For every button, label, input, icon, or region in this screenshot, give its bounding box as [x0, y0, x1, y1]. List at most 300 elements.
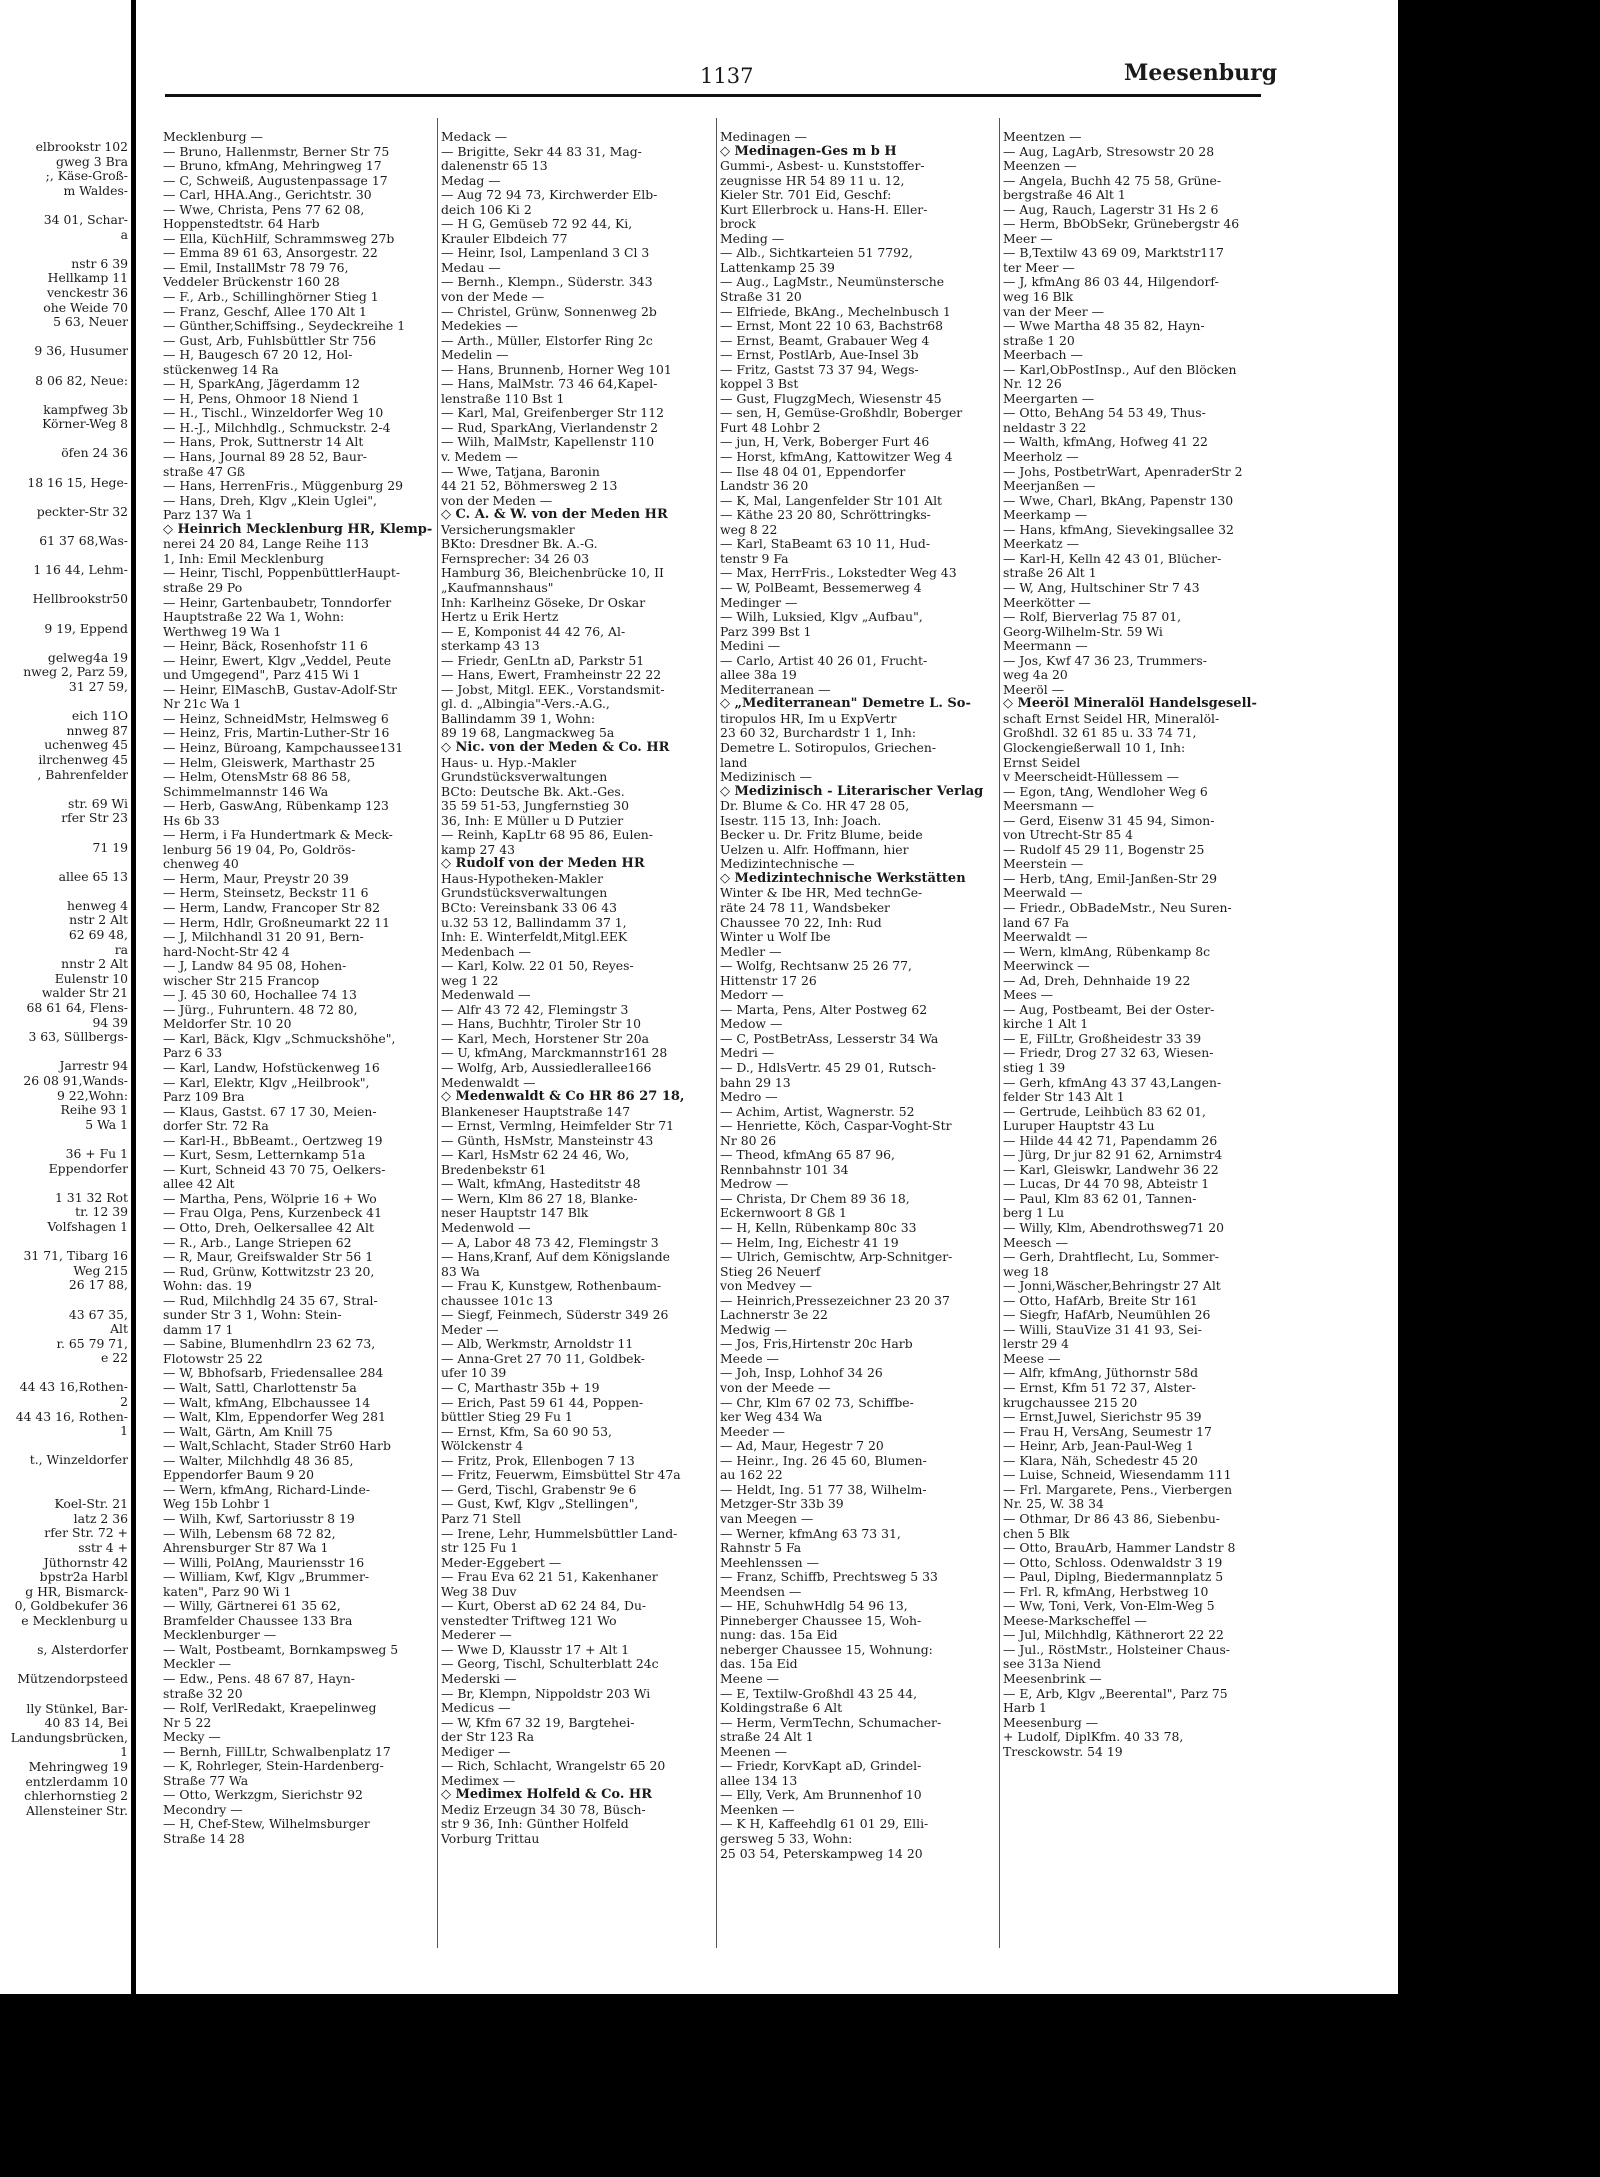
directory-entry-line: Ernst Seidel [1003, 755, 1081, 770]
directory-entry-line: Parz 137 Wa 1 [163, 508, 254, 523]
scan-black-margin-right [1398, 0, 1600, 2177]
directory-entry-line: Hamburg 36, Bleichenbrücke 10, II [441, 566, 664, 581]
directory-entry-line: — F., Arb., Schillinghörner Stieg 1 [163, 290, 379, 305]
directory-entry-line: „Kaufmannshaus" [441, 580, 554, 595]
previous-page-fragment-line: ohe Weide 70 [43, 300, 128, 315]
directory-entry-line: straße 47 Gß [163, 464, 246, 479]
directory-entry-line: — Henriette, Köch, Caspar-Voght-Str [720, 1119, 952, 1134]
directory-entry-line: — E, Textilw-Großhdl 43 25 44, [720, 1686, 918, 1701]
directory-entry-line: — Otto, Dreh, Oelkersallee 42 Alt [163, 1221, 374, 1236]
previous-page-fragment-line: 1 16 44, Lehm- [33, 563, 128, 578]
surname-heading: Meendsen — [720, 1584, 802, 1599]
directory-entry-line: lenstraße 110 Bst 1 [441, 391, 565, 406]
directory-entry-line: Blankeneser Hauptstraße 147 [441, 1104, 631, 1119]
directory-entry-line: — Theod, kfmAng 65 87 96, [720, 1148, 895, 1163]
directory-entry-line: — Aug, Postbeamt, Bei der Oster- [1003, 1002, 1215, 1017]
surname-heading: Meene — [720, 1671, 779, 1686]
scan-black-margin-bottom [0, 1994, 1600, 2177]
directory-entry-line: Uelzen u. Alfr. Hoffmann, hier [720, 842, 909, 857]
directory-entry-line: — Walth, kfmAng, Hofweg 41 22 [1003, 435, 1208, 450]
directory-entry-line: Becker u. Dr. Fritz Blume, beide [720, 828, 923, 843]
surname-heading: Medizinisch — [720, 770, 812, 785]
previous-page-fragment-line: rfer Str 23 [61, 811, 128, 826]
directory-entry-line: — Bruno, kfmAng, Mehringweg 17 [163, 159, 382, 174]
directory-entry-line: — Gust, FlugzgMech, Wiesenstr 45 [720, 391, 942, 406]
directory-entry-line: — Siegfr, HafArb, Neumühlen 26 [1003, 1308, 1211, 1323]
directory-entry-line: — Herm, BbObSekr, Grünebergstr 46 [1003, 217, 1240, 232]
directory-entry-line: — Carlo, Artist 40 26 01, Frucht- [720, 653, 928, 668]
surname-heading: Meerbach — [1003, 348, 1083, 363]
previous-page-fragment-line: tr. 12 39 [75, 1205, 128, 1220]
previous-page-fragment-line: 1 [120, 1745, 128, 1760]
previous-page-fragment-line [0, 1468, 128, 1483]
directory-entry-line: — Wwe, Christa, Pens 77 62 08, [163, 202, 365, 217]
directory-entry-line: — Herm, Steinsetz, Beckstr 11 6 [163, 886, 369, 901]
previous-page-fragment-line: Landungsbrücken, [10, 1730, 128, 1745]
directory-entry-line: — Kurt, Schneid 43 70 75, Oelkers- [163, 1162, 386, 1177]
column-divider [716, 118, 717, 1948]
previous-page-fragment-line [0, 884, 128, 899]
previous-page-fragment-line [0, 782, 128, 797]
previous-page-fragment-line: uchenweg 45 [44, 738, 128, 753]
directory-entry-line: — Emma 89 61 63, Ansorgestr. 22 [163, 246, 378, 261]
directory-entry-line: — Herm, VermTechn, Schumacher- [720, 1715, 942, 1730]
directory-entry-line: — Heinr, Tischl, PoppenbüttlerHaupt- [163, 566, 401, 581]
surname-heading: Meerholz — [1003, 450, 1079, 465]
directory-entry-line: ◇ „Mediterranean" Demetre L. So- [720, 697, 971, 712]
directory-entry-line: — Rud, Grünw, Kottwitzstr 23 20, [163, 1264, 375, 1279]
surname-heading: Mederski — [441, 1671, 517, 1686]
directory-entry-line: chaussee 101c 13 [441, 1293, 553, 1308]
previous-page-fragment-line: allee 65 13 [58, 869, 128, 884]
directory-entry-line: Inh: Karlheinz Göseke, Dr Oskar [441, 595, 646, 610]
directory-entry-line: — Karl, Mal, Greifenberger Str 112 [441, 406, 664, 421]
directory-entry-line: Nr. 12 26 [1003, 377, 1062, 392]
previous-page-fragment-line: s, Alsterdorfer [37, 1643, 128, 1658]
surname-heading: Meenzen — [1003, 159, 1077, 174]
directory-entry-line: — H, SparkAng, Jägerdamm 12 [163, 377, 361, 392]
directory-column-4 [1003, 130, 1265, 1759]
directory-entry-line: gl. d. „Albingia"-Vers.-A.G., [441, 697, 610, 712]
directory-entry-line: — Rolf, Bierverlag 75 87 01, [1003, 610, 1182, 625]
directory-entry-line: — Aug, LagArb, Stresowstr 20 28 [1003, 144, 1215, 159]
directory-entry-line: — Hilde 44 42 71, Papendamm 26 [1003, 1133, 1218, 1148]
directory-entry-line: katen", Parz 90 Wi 1 [163, 1584, 292, 1599]
directory-entry-line: Veddeler Brückenstr 160 28 [163, 275, 340, 290]
surname-heading: Meeder — [720, 1424, 785, 1439]
previous-page-fragment-column [0, 140, 128, 1818]
surname-heading: Meerkatz — [1003, 537, 1080, 552]
previous-page-fragment-line: 3 63, Süllbergs- [28, 1030, 128, 1045]
surname-heading: Medri — [720, 1046, 775, 1061]
directory-entry-line: berg 1 Lu [1003, 1206, 1065, 1221]
directory-entry-line: str 9 36, Inh: Günther Holfeld [441, 1817, 629, 1832]
previous-page-fragment-line [0, 359, 128, 374]
directory-entry-line: — Herb, GaswAng, Rübenkamp 123 [163, 799, 389, 814]
directory-entry-line: — Br, Klempn, Nippoldstr 203 Wi [441, 1686, 651, 1701]
previous-page-fragment-line: 26 17 88, [68, 1278, 128, 1293]
directory-entry-line: — Hans, Brunnenb, Horner Weg 101 [441, 362, 672, 377]
directory-entry-line: au 162 22 [720, 1468, 783, 1483]
previous-page-fragment-line [0, 1687, 128, 1702]
previous-page-fragment-line: 5 Wa 1 [85, 1117, 128, 1132]
directory-entry-line: Furt 48 Lohbr 2 [720, 420, 821, 435]
directory-entry-line: — Georg, Tischl, Schulterblatt 24c [441, 1657, 659, 1672]
surname-heading: Meckler — [163, 1657, 232, 1672]
directory-entry-line: Straße 14 28 [163, 1831, 245, 1846]
previous-page-fragment-line: 18 16 15, Hege- [27, 475, 128, 490]
directory-entry-line: — Hans, kfmAng, Sievekingsallee 32 [1003, 522, 1234, 537]
directory-entry-line: Koldingstraße 6 Alt [720, 1701, 843, 1716]
directory-entry-line: gersweg 5 33, Wohn: [720, 1831, 853, 1846]
previous-page-fragment-line: a [120, 227, 128, 242]
directory-entry-line: — Günther,Schiffsing., Seydeckreihe 1 [163, 319, 406, 334]
directory-entry-line: kamp 27 43 [441, 842, 515, 857]
directory-entry-line: Kurt Ellerbrock u. Hans-H. Eller- [720, 202, 928, 217]
directory-entry-line: — K, Rohrleger, Stein-Hardenberg- [163, 1759, 384, 1774]
previous-page-fragment-line: ;, Käse-Groß- [45, 169, 128, 184]
previous-page-fragment-line: nnweg 87 [66, 723, 128, 738]
directory-entry-line: — Wwe, Tatjana, Baronin [441, 464, 600, 479]
directory-entry-line: — Helm, OtensMstr 68 86 58, [163, 770, 351, 785]
directory-entry-line: bergstraße 46 Alt 1 [1003, 188, 1126, 203]
previous-page-fragment-line: 1 [120, 1424, 128, 1439]
surname-heading: Meenken — [720, 1802, 795, 1817]
previous-page-fragment-line [0, 1132, 128, 1147]
directory-entry-line: — Wern, klmAng, Rübenkamp 8c [1003, 944, 1211, 959]
surname-heading: Medicus — [441, 1701, 511, 1716]
directory-entry-line: — Rud, Milchhdlg 24 35 67, Stral- [163, 1293, 378, 1308]
directory-entry-line: — H, Chef-Stew, Wilhelmsburger [163, 1817, 370, 1832]
directory-entry-line: tenstr 9 Fa [720, 551, 789, 566]
directory-entry-line: — Ad, Maur, Hegestr 7 20 [720, 1439, 884, 1454]
previous-page-fragment-line: nnstr 2 Alt [61, 957, 128, 972]
directory-entry-line: — Otto, BrauArb, Hammer Landstr 8 [1003, 1541, 1236, 1556]
previous-page-fragment-line: öfen 24 36 [61, 446, 128, 461]
directory-entry-line: — Rud, SparkAng, Vierlandenstr 2 [441, 420, 659, 435]
directory-entry-line: — Karl, Landw, Hofstückenweg 16 [163, 1061, 380, 1075]
directory-entry-line: — Gust, Kwf, Klgv „Stellingen", [441, 1497, 639, 1512]
surname-heading: Meergarten — [1003, 391, 1095, 406]
surname-heading: Meerwaldt — [1003, 930, 1088, 945]
directory-entry-line: — Kurt, Sesm, Letternkamp 51a [163, 1148, 366, 1163]
directory-entry-line: neldastr 3 22 [1003, 420, 1087, 435]
directory-entry-line: straße 24 Alt 1 [720, 1730, 814, 1745]
directory-entry-line: Glockengießerwall 10 1, Inh: [1003, 740, 1186, 755]
directory-entry-line: — U, kfmAng, Marckmannstr161 28 [441, 1046, 668, 1061]
directory-entry-line: 35 59 51-53, Jungfernstieg 30 [441, 799, 629, 814]
directory-entry-line: — E, Komponist 44 42 76, Al- [441, 624, 626, 639]
directory-entry-line: Versicherungsmakler [441, 522, 575, 537]
directory-entry-line: — Johs, PostbetrWart, ApenraderStr 2 [1003, 464, 1243, 479]
directory-entry-line: — Klara, Näh, Schedestr 45 20 [1003, 1453, 1198, 1468]
directory-entry-line: — Heinr, Bäck, Rosenhofstr 11 6 [163, 639, 368, 654]
directory-entry-line: — Edw., Pens. 48 67 87, Hayn- [163, 1671, 355, 1686]
directory-entry-line: ◇ Medimex Holfeld & Co. HR [441, 1788, 653, 1803]
directory-entry-line: — Walt, kfmAng, Elbchaussee 14 [163, 1395, 371, 1410]
directory-entry-line: Meldorfer Str. 10 20 [163, 1017, 292, 1032]
directory-entry-line: Werthweg 19 Wa 1 [163, 624, 282, 639]
directory-entry-line: — Karl, HsMstr 62 24 46, Wo, [441, 1148, 630, 1163]
directory-entry-line: — Herm, Maur, Preystr 20 39 [163, 871, 349, 886]
directory-entry-line: — Willi, StauVize 31 41 93, Sei- [1003, 1322, 1202, 1337]
directory-entry-line: Wohn: das. 19 [163, 1279, 252, 1294]
directory-entry-line: deich 106 Ki 2 [441, 202, 532, 217]
directory-entry-line: — C, PostBetrAss, Lesserstr 34 Wa [720, 1031, 939, 1046]
previous-page-fragment-line: 1 31 32 Rot [54, 1190, 128, 1205]
directory-entry-line: — Friedr, KorvKapt aD, Grindel- [720, 1759, 922, 1774]
directory-entry-line: — Hans, Journal 89 28 52, Baur- [163, 450, 367, 465]
directory-entry-line: das. 15a Eid [720, 1657, 798, 1672]
directory-entry-line: — Luise, Schneid, Wiesendamm 111 [1003, 1468, 1232, 1483]
directory-entry-line: lerstr 29 4 [1003, 1337, 1070, 1352]
directory-entry-line: chen 5 Blk [1003, 1526, 1070, 1541]
directory-entry-line: — C, Schweiß, Augustenpassage 17 [163, 173, 388, 188]
previous-page-fragment-line: e Mecklenburg u [21, 1613, 128, 1628]
previous-page-fragment-line: 31 27 59, [68, 679, 128, 694]
surname-heading: van Meegen — [720, 1511, 814, 1526]
directory-entry-line: Grundstücksverwaltungen [441, 770, 608, 785]
previous-page-fragment-line: kampfweg 3b [43, 402, 128, 417]
surname-heading: Meder — [441, 1322, 499, 1337]
directory-entry-line: — E, Arb, Klgv „Beerental", Parz 75 [1003, 1686, 1228, 1701]
previous-page-fragment-line: 61 37 68,Was- [39, 534, 128, 549]
directory-entry-line: — Bernh., Klempn., Süderstr. 343 [441, 275, 653, 290]
previous-page-fragment-line: 5 63, Neuer [53, 315, 128, 330]
directory-entry-line: — Wilh, Kwf, Sartoriusstr 8 19 [163, 1511, 355, 1526]
surname-heading: Medrow — [720, 1177, 789, 1192]
directory-entry-line: Metzger-Str 33b 39 [720, 1497, 844, 1512]
directory-entry-line: — Jul, Milchhdlg, Käthnerort 22 22 [1003, 1628, 1224, 1643]
directory-entry-line: — Herm, i Fa Hundertmark & Meck- [163, 828, 393, 843]
directory-entry-line: — Alb, Werkmstr, Arnoldstr 11 [441, 1337, 634, 1352]
directory-entry-line: — H, Kelln, Rübenkamp 80c 33 [720, 1221, 917, 1236]
surname-heading: Meese-Markscheffel — [1003, 1613, 1147, 1628]
directory-entry-line: — Christel, Grünw, Sonnenweg 2b [441, 304, 657, 319]
previous-page-fragment-line: Mehringweg 19 [28, 1759, 128, 1774]
directory-entry-line: — Ernst, Kfm, Sa 60 90 53, [441, 1424, 612, 1439]
directory-entry-line: — William, Kwf, Klgv „Brummer- [163, 1570, 370, 1585]
directory-entry-line: 23 60 32, Burchardstr 1 1, Inh: [720, 726, 917, 741]
directory-entry-line: Fernsprecher: 34 26 03 [441, 551, 590, 566]
directory-entry-line: — Hans, Buchhtr, Tiroler Str 10 [441, 1017, 642, 1032]
surname-heading: Meede — [720, 1351, 779, 1366]
surname-heading: Meersmann — [1003, 799, 1095, 814]
surname-heading: Mediger — [441, 1744, 511, 1759]
directory-entry-line: — Angela, Buchh 42 75 58, Grüne- [1003, 173, 1222, 188]
directory-entry-line: — Heinrich,Pressezeichner 23 20 37 [720, 1293, 950, 1308]
previous-page-fragment-line: Volfshagen 1 [47, 1219, 128, 1234]
directory-entry-line: — Walt, kfmAng, Hasteditstr 48 [441, 1177, 641, 1192]
directory-entry-line: — Ulrich, Gemischtw, Arp-Schnitger- [720, 1250, 953, 1265]
previous-page-fragment-line: gweg 3 Bra [56, 154, 128, 169]
directory-entry-line: — HE, SchuhwHdlg 54 96 13, [720, 1599, 908, 1614]
directory-entry-line: Parz 109 Bra [163, 1090, 245, 1105]
directory-entry-line: — Rich, Schlacht, Wrangelstr 65 20 [441, 1759, 666, 1774]
directory-entry-line: — K, Mal, Langenfelder Str 101 Alt [720, 493, 943, 508]
directory-entry-line: Ballindamm 39 1, Wohn: [441, 711, 596, 726]
directory-entry-line: — Reinh, KapLtr 68 95 86, Eulen- [441, 828, 653, 843]
previous-page-fragment-line [0, 855, 128, 870]
directory-entry-line: — Walt, Postbeamt, Bornkampsweg 5 [163, 1642, 399, 1657]
directory-entry-line: — Hans, Ewert, Framheinstr 22 22 [441, 668, 662, 683]
directory-entry-line: — Franz, Geschf, Allee 170 Alt 1 [163, 304, 367, 319]
directory-entry-line: allee 134 13 [720, 1773, 798, 1788]
directory-entry-line: — Wolfg, Rechtsanw 25 26 77, [720, 959, 912, 974]
surname-heading: Meer — [1003, 231, 1053, 246]
directory-entry-line: weg 16 Blk [1003, 290, 1074, 305]
directory-entry-line: — Karl, Gleiswkr, Landwehr 36 22 [1003, 1162, 1219, 1177]
directory-entry-line: — Willy, Gärtnerei 61 35 62, [163, 1599, 341, 1614]
directory-entry-line: — Ad, Dreh, Dehnhaide 19 22 [1003, 973, 1191, 988]
directory-entry-line: — Aug 72 94 73, Kirchwerder Elb- [441, 188, 658, 203]
previous-page-fragment-line [0, 242, 128, 257]
directory-entry-line: — Wwe D, Klausstr 17 + Alt 1 [441, 1642, 630, 1657]
previous-page-fragment-line [0, 461, 128, 476]
directory-column-3 [720, 130, 997, 1861]
previous-page-fragment-line [0, 1045, 128, 1060]
directory-entry-line: — H.-J., Milchhdlg., Schmuckstr. 2-4 [163, 420, 391, 435]
directory-entry-line: straße 26 Alt 1 [1003, 566, 1097, 581]
surname-heading: Mecky — [163, 1730, 221, 1745]
directory-entry-line: lenburg 56 19 04, Po, Goldrös- [163, 842, 356, 857]
directory-entry-line: weg 8 22 [720, 522, 778, 537]
directory-entry-line: — Alfr 43 72 42, Flemingstr 3 [441, 1002, 629, 1017]
previous-page-fragment-line: peckter-Str 32 [36, 504, 128, 519]
previous-page-fragment-line: entzlerdamm 10 [25, 1774, 128, 1789]
previous-page-fragment-line [0, 578, 128, 593]
directory-entry-line: — C, Marthastr 35b + 19 [441, 1381, 600, 1396]
directory-entry-line: — Ww, Toni, Verk, Von-Elm-Weg 5 [1003, 1599, 1215, 1614]
surname-heading: Medorr — [720, 988, 784, 1003]
directory-entry-line: — Alfr, kfmAng, Jüthornstr 58d [1003, 1366, 1199, 1381]
directory-entry-line: — K H, Kaffeehdlg 61 01 29, Elli- [720, 1817, 929, 1832]
directory-entry-line: Tresckowstr. 54 19 [1003, 1744, 1123, 1759]
directory-entry-line: — Rudolf 45 29 11, Bogenstr 25 [1003, 842, 1205, 857]
directory-entry-line: dalenenstr 65 13 [441, 159, 548, 174]
surname-heading: Mederer — [441, 1628, 512, 1643]
directory-entry-line: — Othmar, Dr 86 43 86, Siebenbu- [1003, 1511, 1220, 1526]
directory-entry-line: — Ilse 48 04 01, Eppendorfer [720, 464, 906, 479]
surname-heading: Medinagen — [720, 130, 807, 144]
directory-entry-line: — Otto, Schloss. Odenwaldstr 3 19 [1003, 1555, 1223, 1570]
directory-entry-line: — Karl, Bäck, Klgv „Schmuckshöhe", [163, 1031, 396, 1046]
previous-page-fragment-line [0, 1658, 128, 1673]
previous-page-fragment-line [0, 1483, 128, 1498]
previous-page-fragment-line [0, 549, 128, 564]
previous-page-fragment-line: 36 + Fu 1 [65, 1146, 128, 1161]
directory-entry-line: — Chr, Klm 67 02 73, Schiffbe- [720, 1395, 914, 1410]
header-rule [165, 94, 1261, 97]
directory-entry-line: Inh: E. Winterfeldt,Mitgl.EEK [441, 930, 628, 945]
previous-page-fragment-line: ilrchenweg 45 [38, 752, 128, 767]
directory-entry-line: — Klaus, Gastst. 67 17 30, Meien- [163, 1104, 377, 1119]
directory-entry-line: Winter u Wolf Ibe [720, 930, 831, 945]
directory-entry-line: schaft Ernst Seidel HR, Mineralöl- [1003, 711, 1220, 726]
directory-entry-line: Parz 71 Stell [441, 1511, 521, 1526]
surname-heading: van der Meer — [1003, 304, 1105, 319]
directory-entry-line: — Jul., RöstMstr., Holsteiner Chaus- [1003, 1642, 1230, 1657]
previous-page-fragment-line: 26 08 91,Wands- [23, 1074, 128, 1088]
directory-entry-line: — J, Landw 84 95 08, Hohen- [163, 959, 347, 974]
directory-entry-line: allee 38a 19 [720, 668, 797, 683]
directory-entry-line: Straße 31 20 [720, 290, 802, 305]
surname-heading: Medini — [720, 639, 781, 654]
directory-entry-line: Nr 80 26 [720, 1133, 777, 1148]
directory-entry-line: — Karl-H., BbBeamt., Oertzweg 19 [163, 1133, 383, 1148]
directory-entry-line: — Aug., LagMstr., Neumünstersche [720, 275, 945, 290]
previous-page-fragment-line: elbrookstr 102 [35, 140, 128, 154]
surname-heading: von der Meede — [720, 1381, 831, 1396]
directory-entry-line: — Wwe Martha 48 35 82, Hayn- [1003, 319, 1205, 334]
directory-entry-line: — Jos, Fris,Hirtenstr 20c Harb [720, 1337, 913, 1352]
directory-entry-line: — Arth., Müller, Elstorfer Ring 2c [441, 333, 653, 348]
previous-page-fragment-line: 9 22,Wohn: [56, 1088, 128, 1103]
directory-entry-line: — Ernst, Vermlng, Heimfelder Str 71 [441, 1119, 675, 1134]
directory-entry-line: Gummi-, Asbest- u. Kunststoffer- [720, 159, 925, 174]
directory-entry-line: Haus- u. Hyp.-Makler [441, 755, 577, 770]
directory-entry-line: — Frl. R, kfmAng, Herbstweg 10 [1003, 1584, 1209, 1599]
directory-entry-line: ◇ Medizintechnische Werkstätten [720, 871, 966, 886]
previous-page-fragment-line: 44 43 16,Rothen- [19, 1380, 128, 1395]
directory-entry-line: 83 Wa [441, 1264, 480, 1279]
directory-entry-line: ◇ Medinagen-Ges m b H [720, 144, 897, 159]
surname-heading: Mecklenburg — [163, 130, 263, 144]
directory-entry-line: wischer Str 215 Francop [163, 973, 320, 988]
directory-entry-line: 25 03 54, Peterskampweg 14 20 [720, 1846, 923, 1861]
directory-entry-line: Lattenkamp 25 39 [720, 260, 835, 275]
directory-entry-line: — Ella, KüchHilf, Schrammsweg 27b [163, 231, 395, 246]
directory-entry-line: — D., HdlsVertr. 45 29 01, Rutsch- [720, 1061, 936, 1075]
directory-entry-line: koppel 3 Bst [720, 377, 799, 392]
directory-column-2 [441, 130, 714, 1847]
directory-entry-line: — J. 45 30 60, Hochallee 74 13 [163, 988, 357, 1003]
directory-entry-line: — Karl, Mech, Horstener Str 20a [441, 1031, 650, 1046]
directory-entry-line: Landstr 36 20 [720, 479, 809, 494]
directory-entry-line: — Karl-H, Kelln 42 43 01, Blücher- [1003, 551, 1222, 566]
previous-page-fragment-line: r. 65 79 71, [56, 1336, 128, 1351]
directory-entry-line: — Heinr, Gartenbaubetr, Tonndorfer [163, 595, 392, 610]
directory-entry-line: Isestr. 115 13, Inh: Joach. [720, 813, 882, 828]
directory-entry-line: — Ernst, Kfm 51 72 37, Alster- [1003, 1381, 1196, 1396]
directory-entry-line: nung: das. 15a Eid [720, 1628, 838, 1643]
directory-entry-line: — W, Ang, Hultschiner Str 7 43 [1003, 580, 1200, 595]
directory-entry-line: — Kurt, Oberst aD 62 24 84, Du- [441, 1599, 647, 1614]
surname-heading: Meentzen — [1003, 130, 1082, 144]
directory-entry-line: — Wilh, Luksied, Klgv „Aufbau", [720, 610, 923, 625]
directory-entry-line: Chaussee 70 22, Inh: Rud [720, 915, 882, 930]
previous-page-fragment-line: 34 01, Schar- [43, 212, 128, 227]
directory-entry-line: — Karl, Elektr, Klgv „Heilbrook", [163, 1075, 370, 1090]
directory-entry-line: 1, Inh: Emil Mecklenburg [163, 551, 324, 566]
surname-heading: Medimex — [441, 1773, 516, 1788]
directory-entry-line: — Brigitte, Sekr 44 83 31, Mag- [441, 144, 642, 159]
running-head: Meesenburg [1124, 60, 1278, 86]
directory-entry-line: — Wwe, Charl, BkAng, Papenstr 130 [1003, 493, 1234, 508]
previous-page-fragment-line [0, 1293, 128, 1308]
directory-entry-line: BCto: Vereinsbank 33 06 43 [441, 900, 617, 915]
previous-page-fragment-line: Eppendorfer [48, 1161, 128, 1176]
directory-entry-line: venstedter Triftweg 121 Wo [441, 1613, 617, 1628]
previous-page-fragment-line: Weg 215 [73, 1263, 128, 1278]
directory-entry-line: Hoppenstedtstr. 64 Harb [163, 217, 320, 232]
directory-entry-line: ufer 10 39 [441, 1366, 507, 1381]
directory-entry-line: 89 19 68, Langmackweg 5a [441, 726, 615, 741]
previous-page-fragment-line: Jarrestr 94 [59, 1059, 128, 1074]
surname-heading: Medenbach — [441, 944, 531, 959]
directory-entry-line: Lachnerstr 3e 22 [720, 1308, 828, 1323]
previous-page-fragment-line: Reihe 93 1 [60, 1103, 128, 1118]
